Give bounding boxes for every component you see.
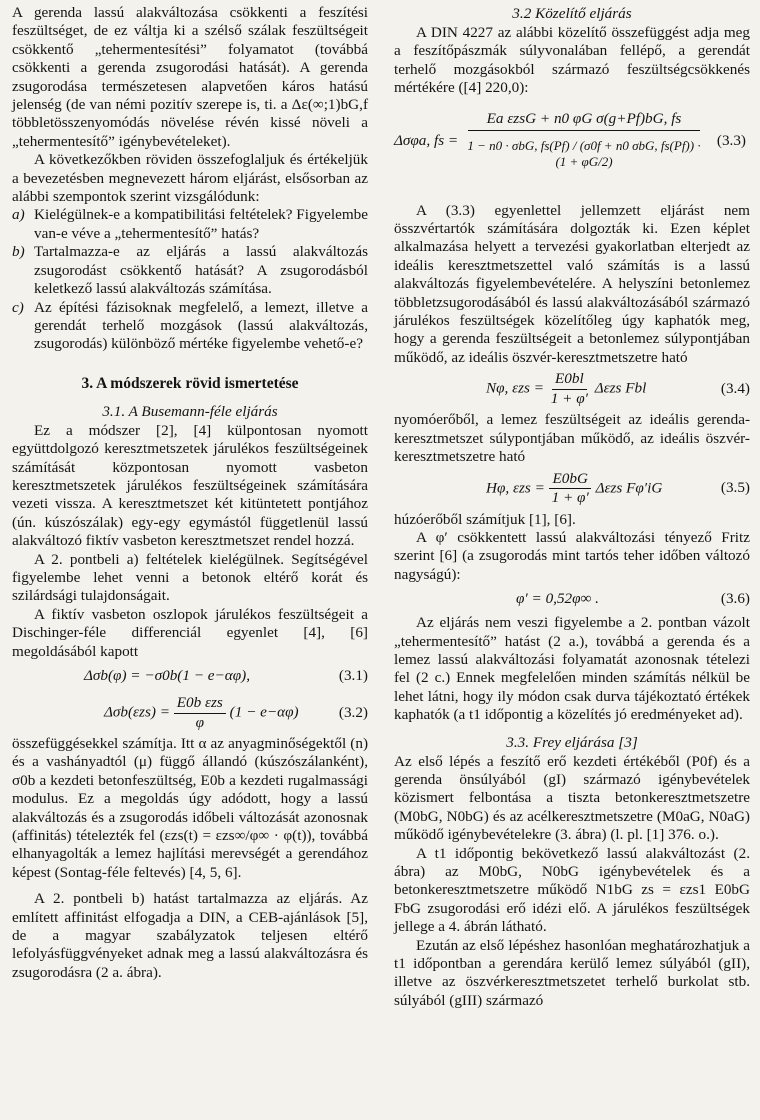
paragraph: A 2. pontbeli a) feltételek kielégülnek. Segítségével figyelembe lehet venni a betonok eltérő korát és szilárdsági tulajdonságait.: [12, 550, 368, 605]
equation-3-5: [394, 467, 750, 511]
equation-3-3: [394, 98, 750, 202]
list-item: [12, 243, 368, 298]
equation-fraction: [174, 694, 226, 732]
equation-number: (3.2): [338, 703, 368, 721]
paragraph: húzóerőből számítjuk [1], [6].: [394, 510, 576, 528]
paragraph: A következőkben röviden összefoglaljuk és értékeljük a bevezetésben megnevezett három eljárást, elsősorban az alábbi szempontok szerint vizsgálódunk:: [12, 151, 368, 206]
subsection-heading: 3.2 Közelítő eljárás: [512, 5, 632, 22]
equation-number: (3.5): [720, 479, 750, 497]
equation-number: (3.1): [338, 666, 368, 684]
list-item: [12, 206, 368, 243]
equation-lhs: Δσφa, fs =: [394, 131, 459, 149]
fraction-numerator: E0bG: [549, 470, 590, 489]
fraction-denominator: 1 + φ′: [550, 389, 588, 407]
subsection-heading: 3.1. A Busemann-féle eljárás: [102, 402, 278, 420]
section-heading: 3. A módszerek rövid ismertetése: [81, 374, 299, 392]
fraction-denominator: 1 + φ′: [551, 489, 589, 506]
list-item: [12, 299, 368, 354]
list-text: Az építési fázisoknak megfelelő, a lemezt, illetve a gerendát terhelő mozgások (lassú alakváltozás, zsugorodás) különböző mértéke figyelembe vehető-e?: [34, 298, 368, 353]
paragraph: A t1 időpontig bekövetkező lassú alakváltozást (2. ábra) az M0bG, N0bG igénybevételek és a betonkeresztmetszetre működő N1bG zs = εzs1 E0bG FbG zsugorodási erő idézi elő. A járulékos feszültségek jellege a 4. ábrán látható.: [394, 844, 750, 936]
equation-3-1: [12, 661, 368, 691]
paragraph: A (3.3) egyenlettel jellemzett eljárást nem összvértartók számítására dolgozták ki. Ezen képlet alkalmazása helyett a tervezési gyakorlatban elterjedt az ideális keresztmetszettel való számítás is a lassú alakváltozás figyelembevételére. A helyszíni betonlemez többletzsugorodásából és lassú alakváltozásából származó járulékos feszültségek közelítőleg úgy kaphatók meg, hogy a gerenda feszültségeit a betonlemez súlypontjában működő, az ideális öszvér-keresztmetszetre ható: [394, 201, 750, 366]
fraction-denominator: φ: [195, 713, 204, 731]
list-text: Tartalmazza-e az eljárás a lassú alakváltozás zsugorodást csökkentő hatását? A zsugorodásból keletkező lassú alakváltozás számítása.: [34, 243, 368, 298]
equation-number: (3.6): [720, 589, 750, 607]
list-label: c): [12, 298, 24, 316]
paragraph: Ez a módszer [2], [4] külpontosan nyomott együttdolgozó keresztmetszetek járulékos feszültségeinek számítását központosan nyomott vasbeton keresztmetszetek járulékos feszültségeinek számítására vezeti vissza. A keresztmetszet két kitüntetett pontjához (ún. kúszószálak) egy-egy egymástól függetlenül lassú alakváltozó fiktív vasbeton keresztmetszet rendel hozzá.: [12, 421, 368, 550]
equation-3-4: [394, 367, 750, 411]
paragraph: A 2. pontbeli b) hatást tartalmazza az eljárás. Az említett affinitást elfogadja a DIN, a CEB-ajánlások [5], de a magyar szabályzatok teljesen eltérő lefolyásfüggvényeket adnak meg a lassú alakváltozásra és zsugorodásra (2 a. ábra).: [12, 890, 368, 981]
equation-rhs: Δεzs Fbl: [594, 379, 647, 397]
paragraph: A gerenda lassú alakváltozása csökkenti a feszítési feszültséget, de ez váltja ki a szélső szálak feszültségeit csökkentő „tehermentesítési” folyamatot (továbbá csökkenti a gerenda zsugorodási hatását). A gerenda zsugorodása természetesen alapvetően káros hatású jelenség (de van némi pozitív szerepe is, ti. a Δε(∞;1)bG,f többletösszenyomódás növelése révén kissé növeli a „tehermentesítő” igénybevételeket).: [12, 4, 368, 150]
fraction-numerator: E0b εzs: [174, 694, 226, 713]
list-label: b): [12, 243, 25, 261]
equation-number: (3.4): [720, 380, 750, 398]
equation-fraction: [549, 470, 592, 508]
paragraph: Ezután az első lépéshez hasonlóan meghatározhatjuk a t1 időpontban a gerendára kerülő lemez súlyából (gII), illetve az öszvérkeresztmetszetet terhelő burkolat stb. súlyából (gIII) származó: [394, 936, 750, 1009]
list-label: a): [12, 206, 25, 224]
equation-lhs: Δσb(εzs) =: [104, 703, 170, 721]
equation-rhs: Δεzs Fφ′iG: [595, 478, 663, 496]
paragraph: Az első lépés a feszítő erő kezdeti értékéből (P0f) és a gerenda önsúlyából (gI) származó igénybevételek közismert felbontása a tiszta betonkeresztmetszetre (M0bG, N0bG) és az acélkeresztmetszetre (M0aG, N0aG) működő igénybevételekre (3. ábra) (l. pl. [1] 376. o.).: [394, 752, 750, 844]
right-column: [394, 4, 750, 1010]
equation-lhs: Nφ, εzs =: [486, 379, 544, 397]
left-column: [12, 4, 368, 982]
equation-rhs: (1 − e−αφ): [229, 703, 299, 721]
list-text: Kielégülnek-e a kompatibilitási feltételek? Figyelembe van-e véve a „tehermentesítő” hatás?: [34, 206, 369, 242]
fraction-denominator: 1 − n0 · σbG, fs(Pf) / (σ0f + n0 σbG, fs(Pf)) · (1 + φG/2): [467, 137, 701, 169]
paragraph: A fiktív vasbeton oszlopok járulékos feszültségeit a Dischinger-féle differenciál egyenlet [4], [6] megoldásából kapott: [12, 605, 368, 660]
paragraph: nyomóerőből, a lemez feszültségeit az ideális gerenda-keresztmetszet súlypontjában működő, az ideális öszvér-keresztmetszetre ható: [394, 411, 750, 466]
paragraph: A φ′ csökkentett lassú alakváltozási tényező Fritz szerint [6] (a zsugorodás mint tartós teher időben változó nagyságú):: [394, 528, 750, 583]
subsection-heading: 3.3. Frey eljárása [3]: [506, 733, 638, 751]
paragraph: Az eljárás nem veszi figyelembe a 2. pontban vázolt „tehermentesítő” hatást (2 a.), továbbá a gerenda és a lemez lassú alakváltozási folyamatát azonosnak tételezi fel (2 c.) Ennek megfelelően minden számítás nélkül be lehet látni, hogy ily módon csak durva tájékoztató értékek kaphatók (a t1 időpontig a közelítés jó eredményeket ad).: [394, 614, 750, 724]
equation-lhs: Hφ, εzs =: [486, 478, 545, 496]
equation-fraction: [548, 370, 591, 408]
paragraph: összefüggésekkel számítja. Itt α az anyagminőségektől (n) és a vashányadtól (μ) függő állandó (kúszószálanként), σ0b a kezdeti betonfeszültség, E0b a kezdeti rugalmassági modulus. Ez a megoldás úgy adódott, hogy a lassú alakváltozás és a zsugorodás időbeli változását azonosnak (affinitás) tételezték fel (εzs(t) = εzs∞/φ∞ · φ(t)), továbbá elhanyagolták a lemez hajlítási merevségét a gerendához képest (Sontag-féle feltevés) [4, 5, 6].: [12, 735, 368, 881]
equation-3-2: [12, 691, 368, 735]
fraction-numerator: Ea εzsG + n0 φG σ(g+Pf)bG, fs: [468, 110, 700, 131]
paragraph: A DIN 4227 az alábbi közelítő összefüggést adja meg a feszítőpászmák súlyvonalában fellépő, a gerendát terhelő mozgásokból származó feszültségcsökkenés mértékére ([4] 220,0):: [394, 24, 750, 97]
fraction-numerator: E0bl: [552, 370, 587, 389]
equation-body: Δσb(φ) = −σ0b(1 − e−αφ),: [84, 666, 250, 684]
equation-body: φ′ = 0,52φ∞ .: [516, 589, 599, 607]
equation-number: (3.3): [716, 131, 746, 149]
equation-3-6: [394, 584, 750, 614]
